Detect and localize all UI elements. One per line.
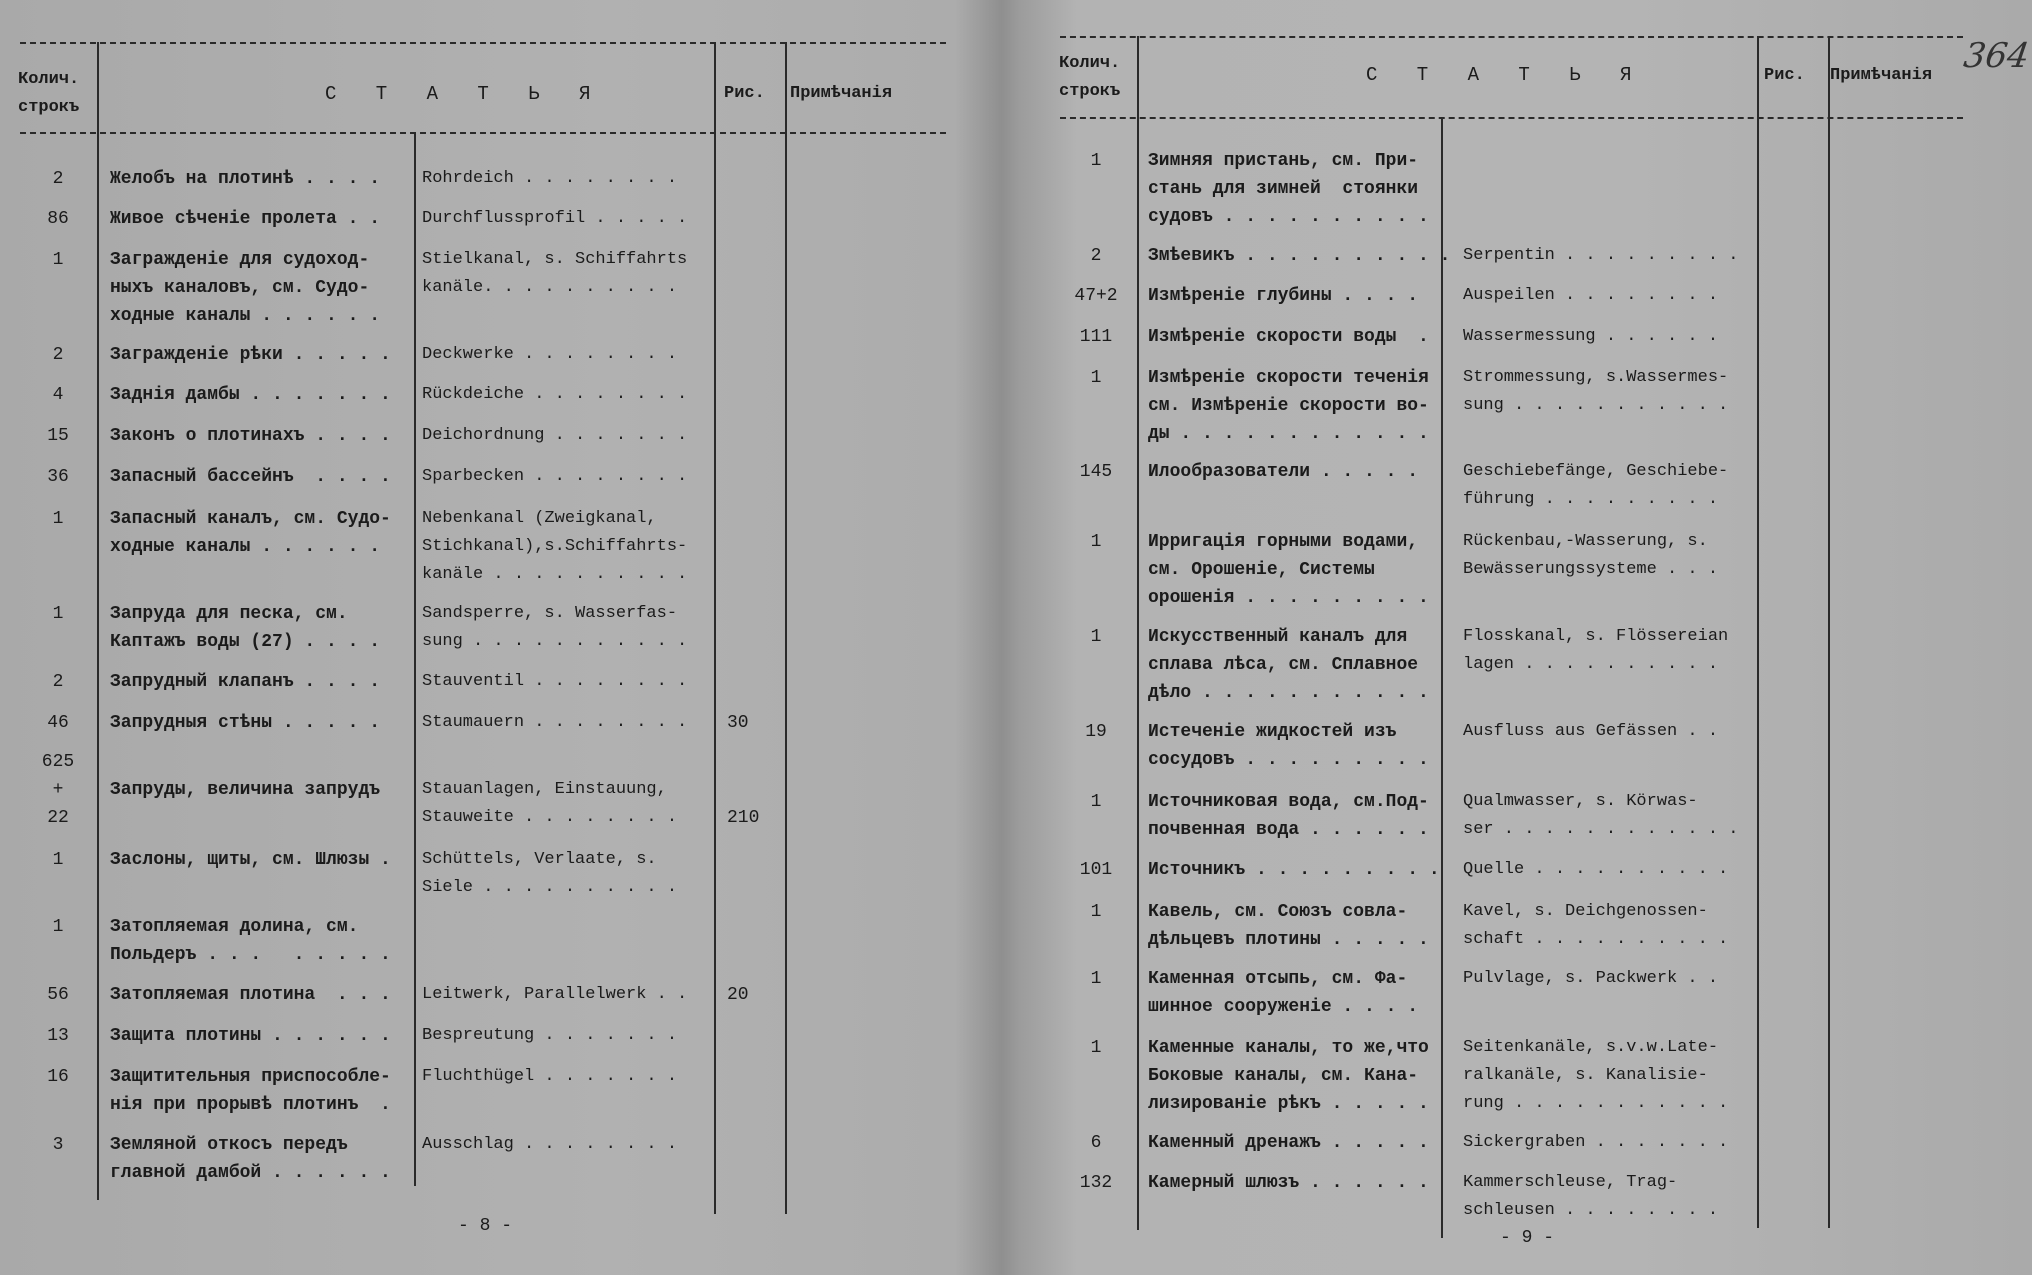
- german-term: sung . . . . . . . . . . .: [422, 632, 688, 651]
- russian-term: Желобъ на плотинѣ . . . .: [110, 169, 381, 189]
- german-term: Auspeilen . . . . . . . .: [1463, 286, 1719, 305]
- line-count: 15: [47, 426, 69, 446]
- line-count: 1: [1090, 368, 1102, 388]
- figure-number: 30: [727, 713, 749, 733]
- line-count: 145: [1079, 462, 1113, 482]
- german-term: schaft . . . . . . . . . .: [1463, 930, 1729, 949]
- german-term: Serpentin . . . . . . . . .: [1463, 246, 1739, 265]
- russian-term: Запруды, величина запрудъ: [110, 780, 381, 800]
- line-count: 1: [1090, 627, 1102, 647]
- russian-term: нія при прорывѣ плотинъ .: [110, 1095, 391, 1115]
- russian-term: Защитительныя приспособле-: [110, 1067, 391, 1087]
- german-term: Nebenkanal (Zweigkanal,: [422, 509, 657, 528]
- line-count: 22: [47, 808, 69, 828]
- line-count: 1: [1090, 792, 1102, 812]
- line-count: 1: [1090, 969, 1102, 989]
- german-term: Wassermessung . . . . . .: [1463, 327, 1719, 346]
- russian-term: сосудовъ . . . . . . . . .: [1148, 750, 1429, 770]
- german-term: ralkanäle, s. Kanalisie-: [1463, 1066, 1708, 1085]
- russian-term: Искусственный каналъ для: [1148, 627, 1408, 647]
- line-count: 1: [1090, 902, 1102, 922]
- russian-term: Польдеръ . . . . . . . .: [110, 945, 391, 965]
- russian-term: главной дамбой . . . . . .: [110, 1163, 391, 1183]
- russian-term: Змѣевикъ . . . . . . . . . .: [1148, 246, 1451, 266]
- russian-term: Запруда для песка, см.: [110, 604, 348, 624]
- line-count: +: [52, 780, 64, 800]
- german-term: Sickergraben . . . . . . .: [1463, 1133, 1729, 1152]
- german-term: Stauweite . . . . . . . .: [422, 808, 678, 827]
- german-term: führung . . . . . . . . .: [1463, 490, 1719, 509]
- german-term: Stichkanal),s.Schiffahrts-: [422, 537, 688, 556]
- header-fig: Рис.: [1764, 66, 1805, 85]
- russian-term: см. Орошеніе, Системы: [1148, 560, 1375, 580]
- line-count: 1: [1090, 532, 1102, 552]
- german-term: Ausschlag . . . . . . . .: [422, 1135, 678, 1154]
- russian-term: сплава лѣса, см. Сплавное: [1148, 655, 1419, 675]
- russian-term: Защита плотины . . . . . .: [110, 1026, 391, 1046]
- handwritten-page-number: 364: [1961, 36, 2032, 76]
- german-term: Sandsperre, s. Wasserfas-: [422, 604, 678, 623]
- russian-term: Боковые каналы, см. Кана-: [1148, 1066, 1419, 1086]
- column-divider: [714, 42, 716, 1214]
- line-count: 132: [1079, 1173, 1113, 1193]
- russian-term: Кавель, см. Союзъ совла-: [1148, 902, 1408, 922]
- russian-term: Источникъ . . . . . . . . .: [1148, 860, 1440, 880]
- russian-term: Каменный дренажъ . . . . .: [1148, 1133, 1429, 1153]
- russian-term: Заднія дамбы . . . . . . .: [110, 385, 391, 405]
- column-divider: [1441, 118, 1443, 1238]
- line-count: 625: [41, 752, 75, 772]
- german-term: kanäle . . . . . . . . . .: [422, 565, 688, 584]
- line-count: 1: [52, 850, 64, 870]
- line-count: 2: [52, 672, 64, 692]
- russian-term: Загражденіе рѣки . . . . .: [110, 345, 391, 365]
- header-count-line: Колич.: [18, 70, 80, 89]
- german-term: Rückdeiche . . . . . . . .: [422, 385, 688, 404]
- line-count: 1: [52, 604, 64, 624]
- column-divider: [1828, 36, 1830, 1228]
- header-top-rule: [20, 42, 946, 44]
- german-term: Seitenkanäle, s.v.w.Late-: [1463, 1038, 1719, 1057]
- header-notes: Примѣчанія: [790, 84, 893, 103]
- page-number: - 9 -: [1500, 1228, 1555, 1248]
- german-term: rung . . . . . . . . . . .: [1463, 1094, 1729, 1113]
- german-term: Sparbecken . . . . . . . .: [422, 467, 688, 486]
- russian-term: стань для зимней стоянки: [1148, 179, 1419, 199]
- russian-term: дѣльцевъ плотины . . . . .: [1148, 930, 1429, 950]
- line-count: 2: [1090, 246, 1102, 266]
- russian-term: ходные каналы . . . . . .: [110, 306, 381, 326]
- line-count: 47+2: [1074, 286, 1118, 306]
- german-term: Stauventil . . . . . . . .: [422, 672, 688, 691]
- line-count: 1: [1090, 151, 1102, 171]
- column-divider: [785, 42, 787, 1214]
- column-divider: [414, 133, 416, 1186]
- russian-term: шинное сооруженіе . . . .: [1148, 997, 1419, 1017]
- header-article: С Т А Т Ь Я: [325, 83, 605, 105]
- russian-term: Илообразователи . . . . .: [1148, 462, 1419, 482]
- russian-term: судовъ . . . . . . . . . .: [1148, 207, 1429, 227]
- line-count: 4: [52, 385, 64, 405]
- line-count: 2: [52, 169, 64, 189]
- line-count: 3: [52, 1135, 64, 1155]
- line-count: 1: [52, 250, 64, 270]
- russian-term: Ирригація горными водами,: [1148, 532, 1419, 552]
- line-count: 36: [47, 467, 69, 487]
- german-term: Deckwerke . . . . . . . .: [422, 345, 678, 364]
- russian-term: Зимняя пристань, см. При-: [1148, 151, 1419, 171]
- german-term: Deichordnung . . . . . . .: [422, 426, 688, 445]
- russian-term: лизированіе рѣкъ . . . . .: [1148, 1094, 1429, 1114]
- russian-term: Заслоны, щиты, см. Шлюзы .: [110, 850, 391, 870]
- page-number: - 8 -: [458, 1216, 513, 1236]
- russian-term: Запасный бассейнъ . . . .: [110, 467, 391, 487]
- russian-term: Запрудныя стѣны . . . . .: [110, 713, 381, 733]
- russian-term: ходные каналы . . . . . .: [110, 537, 381, 557]
- russian-term: почвенная вода . . . . . .: [1148, 820, 1429, 840]
- line-count: 13: [47, 1026, 69, 1046]
- russian-term: см. Измѣреніе скорости во-: [1148, 396, 1429, 416]
- german-term: sung . . . . . . . . . . .: [1463, 396, 1729, 415]
- line-count: 101: [1079, 860, 1113, 880]
- header-count-line: строкъ: [18, 98, 80, 117]
- german-term: lagen . . . . . . . . . .: [1463, 655, 1719, 674]
- figure-number: 210: [727, 808, 760, 828]
- german-term: Leitwerk, Parallelwerk . .: [422, 985, 688, 1004]
- russian-term: Затопляемая плотина . . .: [110, 985, 391, 1005]
- russian-term: Измѣреніе скорости теченія: [1148, 368, 1429, 388]
- russian-term: Источниковая вода, см.Под-: [1148, 792, 1429, 812]
- header-count: [18, 66, 79, 122]
- german-term: Flosskanal, s. Flössereian: [1463, 627, 1729, 646]
- russian-term: орошенія . . . . . . . . .: [1148, 588, 1429, 608]
- russian-term: Измѣреніе глубины . . . .: [1148, 286, 1419, 306]
- german-term: Pulvlage, s. Packwerk . .: [1463, 969, 1719, 988]
- column-divider: [1137, 36, 1139, 1230]
- russian-term: Каменные каналы, то же,что: [1148, 1038, 1429, 1058]
- german-term: Kammerschleuse, Trag-: [1463, 1173, 1678, 1192]
- line-count: 46: [47, 713, 69, 733]
- russian-term: Запасный каналъ, см. Судо-: [110, 509, 391, 529]
- header-bottom-rule: [20, 132, 946, 134]
- german-term: Rohrdeich . . . . . . . .: [422, 169, 678, 188]
- german-term: Bewässerungssysteme . . .: [1463, 560, 1719, 579]
- german-term: Staumauern . . . . . . . .: [422, 713, 688, 732]
- german-term: Kavel, s. Deichgenossen-: [1463, 902, 1708, 921]
- russian-term: Камерный шлюзъ . . . . . .: [1148, 1173, 1429, 1193]
- german-term: Fluchthügel . . . . . . .: [422, 1067, 678, 1086]
- german-term: Ausfluss aus Gefässen . .: [1463, 722, 1719, 741]
- line-count: 19: [1085, 722, 1107, 742]
- russian-term: Каптажъ воды (27) . . . .: [110, 632, 381, 652]
- german-term: Siele . . . . . . . . . .: [422, 878, 678, 897]
- russian-term: ныхъ каналовъ, см. Судо-: [110, 278, 370, 298]
- german-term: Durchflussprofil . . . . .: [422, 209, 688, 228]
- line-count: 86: [47, 209, 69, 229]
- header-count-line: Колич.: [1059, 54, 1121, 73]
- line-count: 1: [52, 509, 64, 529]
- line-count: 56: [47, 985, 69, 1005]
- russian-term: Земляной откосъ передъ: [110, 1135, 348, 1155]
- german-term: Stielkanal, s. Schiffahrts: [422, 250, 688, 269]
- russian-term: Измѣреніе скорости воды .: [1148, 327, 1429, 347]
- german-term: Quelle . . . . . . . . . .: [1463, 860, 1729, 879]
- german-term: Bespreutung . . . . . . .: [422, 1026, 678, 1045]
- german-term: Schüttels, Verlaate, s.: [422, 850, 657, 869]
- header-count: [1059, 50, 1120, 106]
- line-count: 111: [1079, 327, 1113, 347]
- german-term: Geschiebefänge, Geschiebe-: [1463, 462, 1729, 481]
- russian-term: Запрудный клапанъ . . . .: [110, 672, 381, 692]
- header-article: С Т А Т Ь Я: [1366, 64, 1646, 86]
- line-count: 1: [52, 917, 64, 937]
- german-term: schleusen . . . . . . . .: [1463, 1201, 1719, 1220]
- figure-number: 20: [727, 985, 749, 1005]
- column-divider: [1757, 36, 1759, 1228]
- russian-term: дѣло . . . . . . . . . . .: [1148, 683, 1429, 703]
- line-count: 2: [52, 345, 64, 365]
- header-count-line: строкъ: [1059, 82, 1121, 101]
- line-count: 6: [1090, 1133, 1102, 1153]
- russian-term: Законъ о плотинахъ . . . .: [110, 426, 391, 446]
- header-fig: Рис.: [724, 84, 765, 103]
- russian-term: Загражденіе для судоход-: [110, 250, 370, 270]
- russian-term: Живое сѣченіе пролета . .: [110, 209, 381, 229]
- german-term: Rückenbau,-Wasserung, s.: [1463, 532, 1708, 551]
- line-count: 16: [47, 1067, 69, 1087]
- russian-term: Истеченіе жидкостей изъ: [1148, 722, 1397, 742]
- line-count: 1: [1090, 1038, 1102, 1058]
- german-term: kanäle. . . . . . . . . .: [422, 278, 678, 297]
- german-term: Qualmwasser, s. Körwas-: [1463, 792, 1698, 811]
- german-term: ser . . . . . . . . . . . .: [1463, 820, 1739, 839]
- header-notes: Примѣчанія: [1830, 66, 1933, 85]
- german-term: Strommessung, s.Wassermes-: [1463, 368, 1729, 387]
- russian-term: Каменная отсыпь, см. Фа-: [1148, 969, 1408, 989]
- russian-term: Затопляемая долина, см.: [110, 917, 359, 937]
- german-term: Stauanlagen, Einstauung,: [422, 780, 667, 799]
- russian-term: ды . . . . . . . . . . . .: [1148, 424, 1429, 444]
